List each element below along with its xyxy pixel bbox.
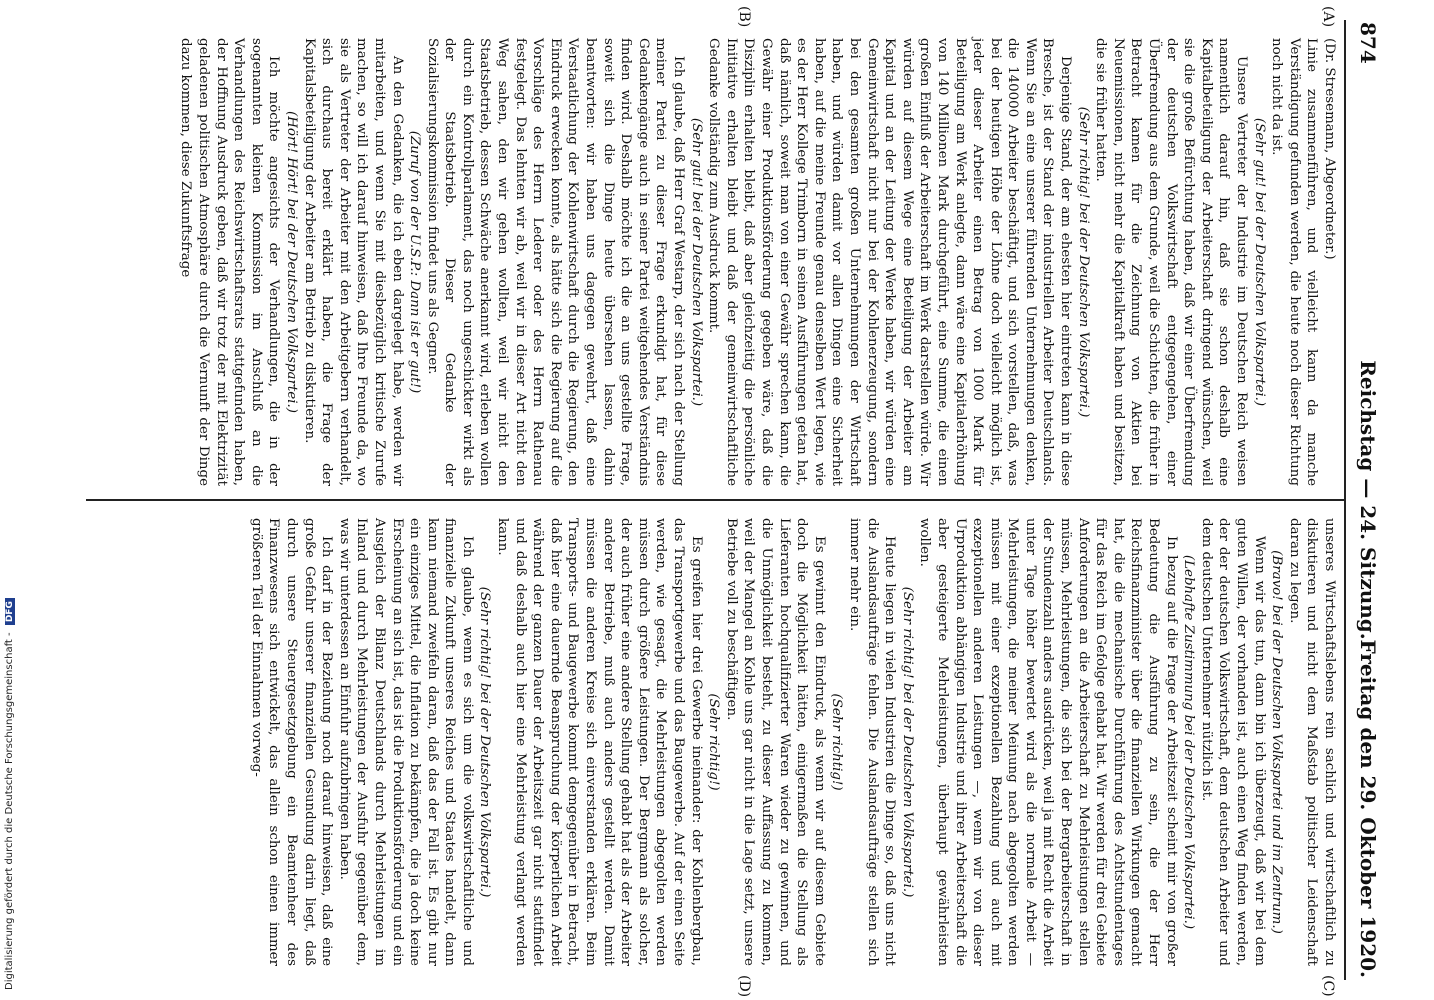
right-column xyxy=(247,518,1338,966)
paragraph: Derjenige Stand, der am ehesten hier eintreten kann in diese Bresche, ist der Stand der industriellen Arbeiter Deutschlands. Wenn Sie an eine unserer führenden Unternehmungen denken, die 140000 Arbeiter beschäftigt, und sich vorstellen, daß, was bei der heutigen Höhe der Löhne doch vielleicht möglich ist, jeder dieser Arbeiter einen Betrag von 1000 Mark für Beteiligung am Werk anlegte, dann wäre eine Kapitalerhöhung von 140 Millionen Mark durchgeführt, eine Summe, die einen großen Einfluß der Arbeiterschaft im Werk darstellen würde. Wir würden auf diesem Wege eine Beteiligung der Arbeiter am Kapital und an der Leitung der Werke haben, wir würden eine Gemeinwirtschaft nicht nur bei der Kohlenerzeugung, sondern bei den gesamten großen Unternehmungen der Wirtschaft haben, und würden damit vor allen Dingen eine Sicherheit haben, auf die meine Freunde genau denselben Wert legen, wie es der Herr Kollege Trimborn in seinen Ausführungen getan hat, daß nämlich, soweit man von einer Gewähr sprechen kann, die Gewähr einer Produktionsförderung gegeben wäre, daß die Disziplin erhalten bleibt, daß aber gleichzeitig die persönliche Initiative erhalten bleibt und daß der gemeinwirtschaftliche Gedanke vollständig zum Ausdruck kommt. xyxy=(706,38,1074,486)
remark: (Sehr richtig!) xyxy=(706,693,722,791)
remark: (Lebhafte Zustimmung bei der Deutschen Volkspartei.) xyxy=(1181,554,1197,930)
paragraph: Ich möchte angesichts der Verhandlungen, die in der sogenannten kleinen Kommission im Anschluß an die Verhandlungen des Reichswirtschaftsrats stattgefunden haben, der Hoffnung Ausdruck geben, daß wir trotz der mit Elektrizität geladenen politischen Atmosphäre durch die Vernunft der Dinge dazu kommen, diese Zukunftsfrage xyxy=(178,38,282,486)
column-divider xyxy=(86,499,1344,501)
document-page xyxy=(72,0,1392,1000)
remark: (Sehr gut! bei der Deutschen Volkspartei.) xyxy=(688,117,704,407)
paragraph: Ich glaube, wenn es sich um die volkswirtschaftliche und finanzielle Zukunft unseres Reiches und Staates handelt, dann kann niemand zweifeln daran, daß das der Fall ist. Es gibt nur ein einziges Mittel, die Inflation zu bekämpfen, die ja doch keine Erscheinung an sich ist, das ist die Produktionsförderung und ein Ausgleich der Bilanz Deutschlands durch Mehrleistungen im Inland und durch Mehrleistungen der Ausfuhr gegenüber dem, was wir unterdessen an Einfuhr aufzubringen haben. xyxy=(336,518,475,966)
paragraph: An den Gedanken, die ich eben dargelegt habe, werden wir mitarbeiten, und wenn Sie mit diesbezüglich kritische Zurufe machen, so will ich darauf hinweisen, daß Ihre Freunde da, wo sie als Vertreter der Arbeiter mit den Arbeitgebern verhandelt, sich durchaus bereit erklärt haben, die Frage der Kapitalsbeteiligung der Arbeiter am Betrieb zu diskutieren. xyxy=(301,38,405,486)
remark: (Sehr gut! bei der Deutschen Volkspartei.) xyxy=(1251,117,1267,407)
paragraph: (Dr. Stresemann, Abgeordneter.) xyxy=(1322,38,1337,260)
paragraph: Es greifen hier drei Gewerbe ineinander: der Kohlenbergbau, das Transportgewerbe und das Baugewerbe. Auf der einen Seite werden, wie gesagt, die Mehrleistungen abgegolten werden müssen durch größere Leistungen. Der Bergmann als solcher, der auch früher eine andere Stellung gehabt hat als der Arbeiter anderer Betriebe, muß auch anders gestellt werden. Damit müssen die anderen Kreise sich einverstanden erklären. Beim Transports- und Baugewerbe kommt demgegenüber in Betracht, daß hier eine dauernde Beanspruchung der körperlichen Arbeit während der ganzen Dauer der Arbeitszeit gar nicht stattfindet und daß deshalb auch hier eine Mehrleistung verlangt werden kann. xyxy=(495,518,704,966)
paragraph: unseres Wirtschaftslebens rein sachlich und wirtschaftlich zu diskutieren und nicht dem Maßstab politischer Leidenschaft daran zu legen. xyxy=(1286,518,1337,966)
remark: (Zuruf von der U.S.P.: Dann ist er gut!) xyxy=(407,130,423,394)
paragraph: Ich darf in der Beziehung noch darauf hinweisen, daß eine große Gefahr unserer finanziellen Gesundung darin liegt, daß durch unsere Steuergesetzgebung ein Beamtenheer des Finanzwesens sich entwickelt, das allein schon einen immer größeren Teil der Einnahmen vorweg- xyxy=(248,518,335,966)
paragraph: In bezug auf die Frage der Arbeitszeit scheint mir von großer Bedeutung die Ausführung zu sein, die der Herr Reichsfinanzminister über die finanziellen Wirkungen gemacht hat, die die mechanische Durchführung des Achtstundentages für das Reich im Gefolge gehabt hat. Wir werden für drei Gebiete Anforderungen an die Arbeiterschaft zu Mehrleistungen stellen müssen, Mehrleistungen, die sich bei der Bergarbeiterschaft in der Stundenzahl anders ausdrücken, weil ja mit Recht die Arbeit unter Tage höher bewertet wird als die normale Arbeit — Mehrleistungen, die meiner Meinung nach abgegolten werden müssen mit einer exzeptionellen Bezahlung und auch mit exzeptionellen anderen Leistungen —, wenn wir von dieser Urproduktion abhängigen Industrie und ihrer Arbeiterschaft die aber gesteigerte Mehrleistungen, überhaupt gewährleisten wollen. xyxy=(917,518,1179,966)
paragraph: Ich glaube, daß Herr Graf Westarp, der sich nach der Stellung meiner Partei zu dieser Frage erkundigt hat, für diese Gedankengänge auch in seiner Partei weitgehendes Verständnis finden wird. Deshalb möchte ich die an uns gestellte Frage, soweit sich die Dinge heute übersehen lassen, dahin beantworten: wir haben uns dagegen gewehrt, daß eine Verstaatlichung der Kohlenwirtschaft durch die Regierung, den Eindruck erwecken konnte, als hätte sich die Regierung auf die Vorschläge des Herrn Lederer oder des Herrn Rathenau festgelegt. Das lehnten wir ab, weil wir in dieser Art nicht den Weg sahen, den wir gehen wollten, weil wir nicht den Staatsbetrieb, dessen Schwäche anerkannt wird, erleben wollen durch ein Kontrollparlament, das noch ungeschickter wirkt als der Staatsbetrieb. Dieser Gedanke der Sozialisierungskommission findet uns als Gegner. xyxy=(424,38,687,486)
header-title: Reichstag — 24. Sitzung. xyxy=(1356,360,1380,640)
margin-marker-a: (A) xyxy=(1320,6,1336,28)
page-number: 874 xyxy=(1356,22,1380,64)
paragraph: Wenn wir das tun, dann bin ich überzeugt, daß wir bei dem guten Willen, der vorhanden ist, auch einen Weg finden werden, der der deutschen Volkswirtschaft, dem deutschen Arbeiter und dem deutschen Unternehmer nützlich ist. xyxy=(1198,518,1267,966)
remark: (Sehr richtig! bei der Deutschen Volkspartei.) xyxy=(477,586,493,898)
remark: (Sehr richtig! bei der Deutschen Volkspartei.) xyxy=(1075,106,1091,418)
margin-marker-b: (B) xyxy=(736,6,752,28)
paragraph: Es gewinnt den Eindruck, als wenn wir auf diesem Gebiete doch die Möglichkeit hätten, einigermaßen die Stellung als Lieferanten hochqualifizierter Waren wieder zu gewinnen, und die Unmöglichkeit besteht, zu dieser Auffassung zu kommen, weil der Mangel an Kohle uns gar nicht in die Lage setzt, unsere Betriebe voll zu beschäftigen. xyxy=(723,518,827,966)
margin-marker-c: (C) xyxy=(1320,975,1336,997)
remark: (Sehr richtig!) xyxy=(829,693,845,791)
remark: (Sehr richtig! bei der Deutschen Volkspartei.) xyxy=(899,586,915,898)
left-column xyxy=(177,38,1338,486)
credit-text: Digitalisierung gefördert durch die Deutsche Forschungsgemeinschaft - xyxy=(4,632,15,990)
paragraph: Unsere Vertreter der Industrie im Deutschen Reich weisen namentlich darauf hin, daß sie schon deshalb eine Kapitalbeteiligung der Arbeiterschaft dringend wünschen, weil sie die große Befürchtung haben, daß wir einer Überfremdung der deutschen Volkswirtschaft entgegengehen, einer Überfremdung aus dem Grunde, weil die Schichten, die früher in Betracht kamen für die Zeichnung von Aktien bei Neuemissionen, nicht mehr die Kapitalkraft haben und besitzen, die sie früher hatten. xyxy=(1093,38,1250,486)
remark: (Hört! Hört! bei der Deutschen Volkspartei.) xyxy=(283,111,299,413)
running-header xyxy=(1350,22,1384,978)
paragraph: Heute liegen in vielen Industrien die Dinge so, daß uns nicht die Auslandsaufträge fehlen. Die Auslandsaufträge stellen sich immer mehr ein. xyxy=(846,518,898,966)
paragraph: Linie zusammenführen, und vielleicht kann da manche Verständigung gefunden werden, die heute noch dieser Richtung noch nicht da ist. xyxy=(1269,38,1320,486)
header-date: Freitag den 29. Oktober 1920. xyxy=(1356,639,1380,978)
header-rule xyxy=(1344,20,1346,980)
remark: (Bravo! bei der Deutschen Volkspartei und im Zentrum.) xyxy=(1269,550,1285,934)
digitization-credit xyxy=(4,600,24,990)
margin-marker-d: (D) xyxy=(736,975,752,998)
dfg-logo: DFG xyxy=(5,598,15,625)
